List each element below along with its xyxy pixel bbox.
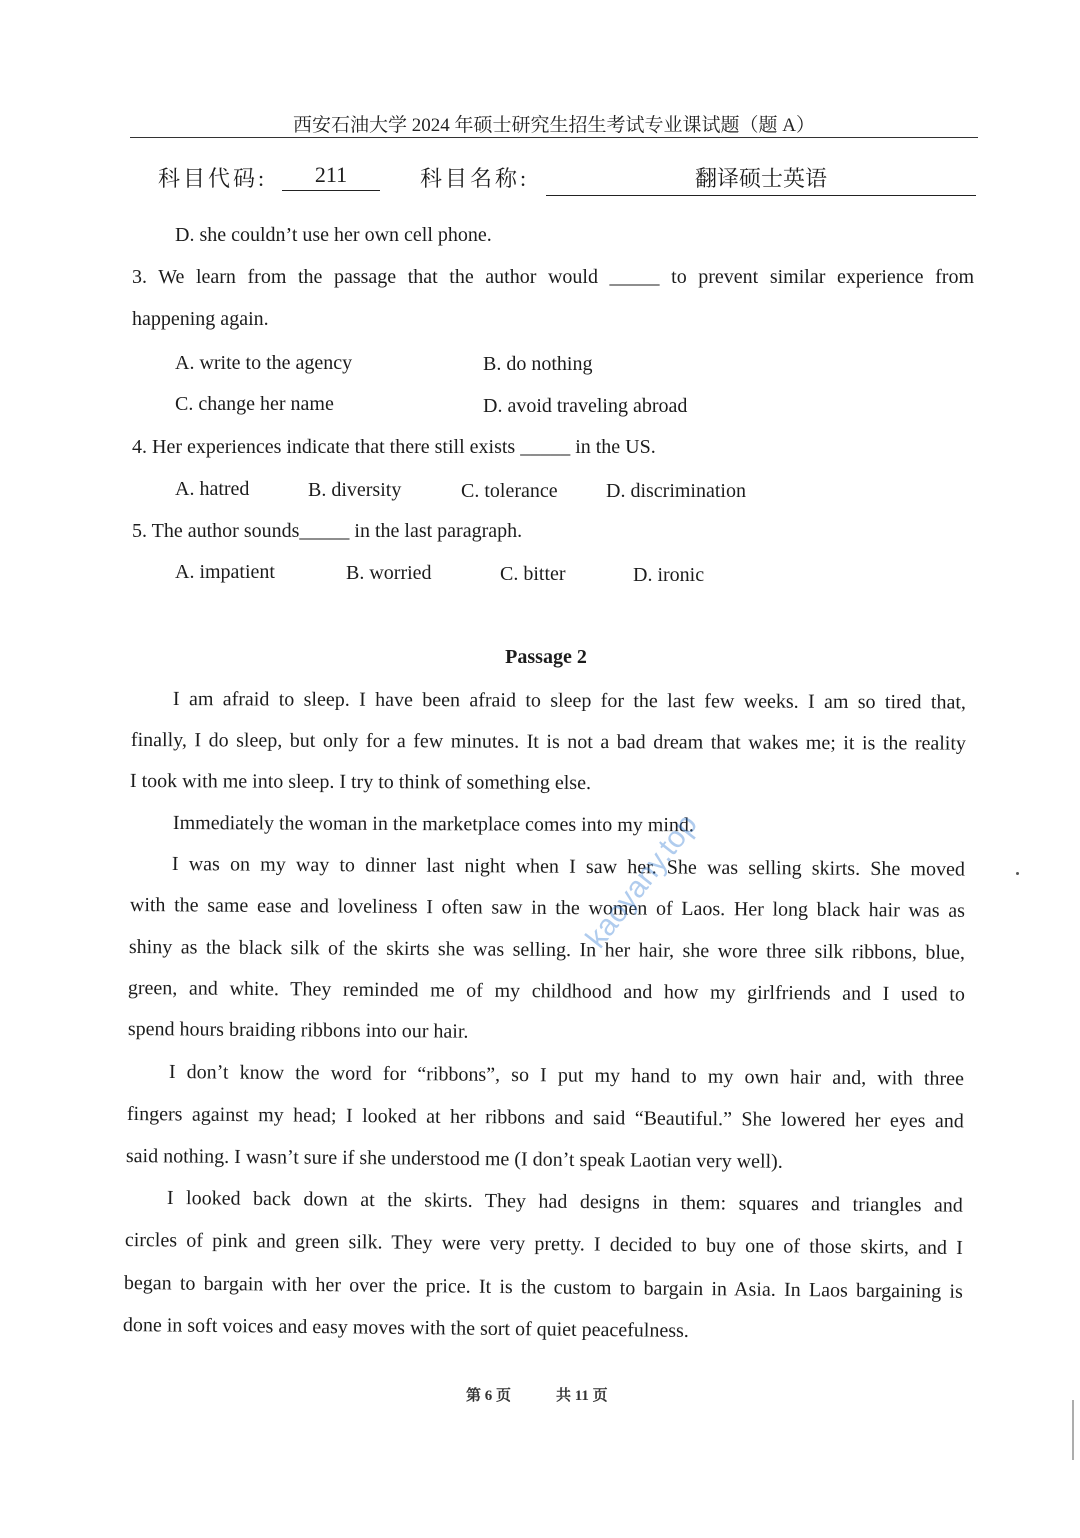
q3-stem-line1: 3. We learn from the passage that the author would _____ to prevent similar experience from (132, 266, 974, 288)
scan-edge-mark (1072, 1400, 1074, 1460)
passage-line: green, and white. They reminded me of my childhood and how my girlfriends and I used to (127, 977, 965, 1006)
page-number: 第 6 页 (466, 1388, 512, 1404)
watermark-text: kaoyany.top (579, 808, 704, 955)
q4-option-a: A. hatred (175, 478, 250, 500)
passage-line: done in soft voices and easy moves with the sort of quiet peacefulness. (122, 1314, 689, 1342)
title-divider (130, 137, 978, 138)
passage-line: I don’t know the word for “ribbons”, so I put my hand to my own hair and, with three (168, 1061, 964, 1090)
q3-option-d: D. avoid traveling abroad (483, 395, 688, 417)
q3-stem-line2: happening again. (132, 308, 269, 330)
subject-name: 翻译硕士英语 (546, 162, 976, 196)
passage-title: Passage 2 (505, 646, 587, 668)
passage-line: circles of pink and green silk. They were very pretty. I decided to buy one of those skirts, and I (124, 1229, 963, 1260)
q3-option-a: A. write to the agency (175, 352, 353, 374)
q2-option-d: D. she couldn’t use her own cell phone. (175, 224, 492, 246)
passage-line: shiny as the black silk of the skirts she was selling. In her hair, she wore three silk ribbons, blue, (128, 936, 965, 964)
passage-line: I took with me into sleep. I try to think of something else. (129, 770, 592, 795)
exam-title: 西安石油大学 2024 年硕士研究生招生考试专业课试题（题 A） (293, 115, 815, 136)
q4-stem: 4. Her experiences indicate that there still exists _____ in the US. (132, 436, 656, 458)
passage-line: I was on my way to dinner last night when I saw her. She was selling skirts. She moved (171, 853, 965, 881)
page-total: 共 11 页 (556, 1388, 608, 1404)
q4-option-d: D. discrimination (606, 480, 746, 502)
q4-option-c: C. tolerance (461, 480, 558, 502)
q5-option-b: B. worried (346, 562, 432, 584)
q5-stem: 5. The author sounds_____ in the last paragraph. (132, 520, 523, 542)
passage-line: I am afraid to sleep. I have been afraid to sleep for the last few weeks. I am so tired that, (172, 688, 966, 714)
scan-dot (1016, 872, 1019, 875)
passage-line: with the same ease and loveliness I often saw in the women of Laos. Her long black hair was as (129, 894, 965, 922)
subject-code-label: 科目代码: (158, 166, 268, 191)
passage-line: spend hours braiding ribbons into our hair. (127, 1018, 469, 1043)
passage-line: began to bargain with her over the price. It is the custom to bargain in Asia. In Laos bargaining is (123, 1272, 963, 1303)
q5-option-a: A. impatient (175, 561, 275, 583)
q5-option-c: C. bitter (500, 563, 566, 585)
passage-line: said nothing. I wasn’t sure if she understood me (I don’t speak Laotian very well). (125, 1145, 783, 1173)
q3-option-c: C. change her name (175, 393, 334, 415)
q5-option-d: D. ironic (633, 564, 705, 586)
passage-line: finally, I do sleep, but only for a few minutes. It is not a bad dream that wakes me; it is the reality (130, 729, 966, 755)
passage-line: I looked back down at the skirts. They had designs in them: squares and triangles and (166, 1187, 963, 1217)
subject-name-label: 科目名称: (420, 166, 530, 191)
passage-line: Immediately the woman in the marketplace comes into my mind. (172, 812, 694, 837)
subject-row (158, 162, 978, 198)
passage-line: fingers against my head; I looked at her ribbons and said “Beautiful.” She lowered her eyes and (126, 1103, 964, 1133)
subject-code: 211 (282, 162, 380, 191)
q4-option-b: B. diversity (308, 479, 402, 501)
q3-option-b: B. do nothing (483, 353, 593, 375)
